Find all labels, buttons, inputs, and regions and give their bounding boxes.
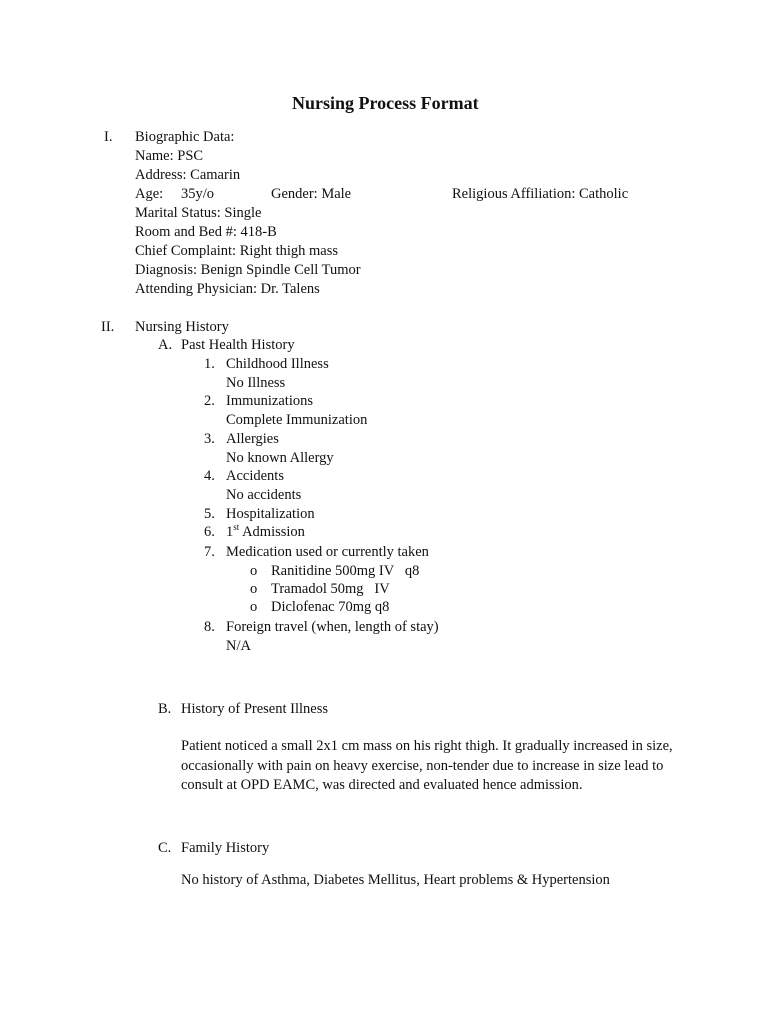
page-title: Nursing Process Format <box>292 93 479 113</box>
list-item-label: Allergies <box>226 431 279 447</box>
age-value: 35y/o <box>181 186 215 202</box>
subsection-b-letter: B. <box>158 701 172 717</box>
room-bed-line: Room and Bed #: 418-B <box>135 224 277 240</box>
list-item-number: 4. <box>204 468 215 484</box>
list-item-detail: Complete Immunization <box>226 412 368 428</box>
biographic-data-heading: Biographic Data: <box>135 129 235 145</box>
list-item-label: Immunizations <box>226 393 313 409</box>
list-item-number: 8. <box>204 619 215 635</box>
admission-ordinal: 1 <box>226 524 234 540</box>
religion-line: Religious Affiliation: Catholic <box>452 186 629 202</box>
list-item-detail: No Illness <box>226 375 286 391</box>
list-item-label: Medication used or currently taken <box>226 544 429 560</box>
list-item-number: 2. <box>204 393 215 409</box>
name-line: Name: PSC <box>135 148 204 164</box>
present-illness-line: occasionally with pain on heavy exercise, non-tender due to increase in size lead to <box>181 758 664 774</box>
nursing-history-heading: Nursing History <box>135 319 229 335</box>
physician-line: Attending Physician: Dr. Talens <box>135 281 320 297</box>
list-item-number: 7. <box>204 544 215 560</box>
list-item-number: 5. <box>204 506 215 522</box>
marital-status-line: Marital Status: Single <box>135 205 262 221</box>
bullet-icon: o <box>250 581 258 597</box>
age-label: Age: <box>135 186 164 202</box>
admission-text: Admission <box>239 524 305 540</box>
list-item-label <box>226 523 305 542</box>
bullet-icon: o <box>250 563 258 579</box>
present-illness-line: consult at OPD EAMC, was directed and evaluated hence admission. <box>181 777 583 793</box>
list-item-detail: No known Allergy <box>226 450 334 466</box>
subsection-c-letter: C. <box>158 840 172 856</box>
section-1-numeral: I. <box>104 129 113 145</box>
gender-line: Gender: Male <box>271 186 352 202</box>
address-line: Address: Camarin <box>135 167 241 183</box>
list-item-detail: No accidents <box>226 487 302 503</box>
subsection-a-letter: A. <box>158 337 173 353</box>
past-health-history-heading: Past Health History <box>181 337 295 353</box>
list-item-number: 1. <box>204 356 215 372</box>
present-illness-line: Patient noticed a small 2x1 cm mass on his right thigh. It gradually increased in size, <box>181 738 673 754</box>
list-item-label: Childhood Illness <box>226 356 329 372</box>
medication-item: Tramadol 50mg IV <box>271 581 390 597</box>
bullet-icon: o <box>250 599 258 615</box>
list-item-detail: N/A <box>226 638 251 654</box>
family-history-heading: Family History <box>181 840 270 856</box>
section-2-numeral: II. <box>101 319 115 335</box>
medication-item: Ranitidine 500mg IV q8 <box>271 563 420 579</box>
list-item-label: Hospitalization <box>226 506 315 522</box>
ordinal-superscript: st <box>233 522 240 533</box>
list-item-number: 6. <box>204 524 215 540</box>
medication-item: Diclofenac 70mg q8 <box>271 599 390 615</box>
list-item-number: 3. <box>204 431 215 447</box>
diagnosis-line: Diagnosis: Benign Spindle Cell Tumor <box>135 262 361 278</box>
list-item-label: Accidents <box>226 468 284 484</box>
present-illness-heading: History of Present Illness <box>181 701 328 717</box>
family-history-text: No history of Asthma, Diabetes Mellitus, Heart problems & Hypertension <box>181 872 610 888</box>
list-item-label: Foreign travel (when, length of stay) <box>226 619 439 635</box>
chief-complaint-line: Chief Complaint: Right thigh mass <box>135 243 338 259</box>
